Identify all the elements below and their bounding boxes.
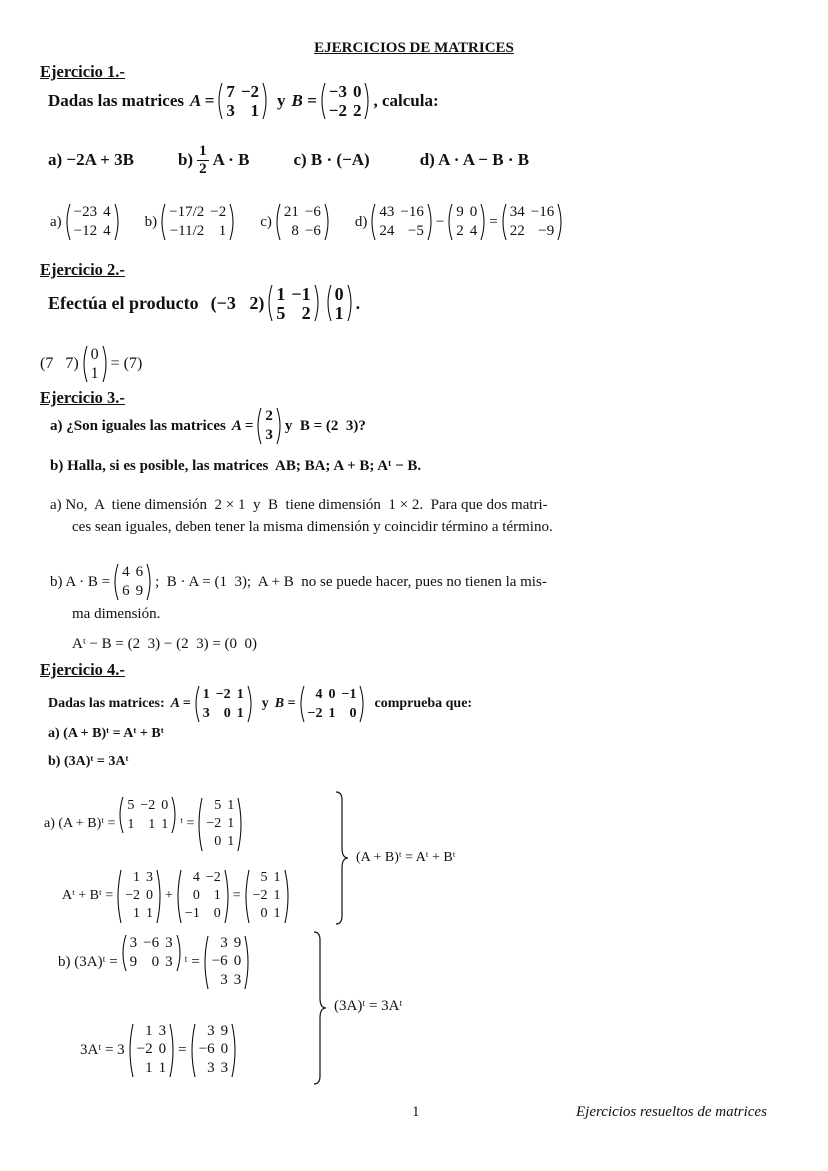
matrix-cell: 1 bbox=[328, 705, 336, 721]
paren-left bbox=[64, 203, 71, 241]
matrix-cell: 1 bbox=[158, 1059, 167, 1076]
matrix-body bbox=[305, 685, 360, 723]
ej3-qa-pre: a) ¿Son iguales las matrices bbox=[50, 417, 226, 434]
matrix-body bbox=[507, 203, 557, 241]
ej1-answers bbox=[50, 200, 566, 244]
matrix-cell: −12 bbox=[73, 223, 98, 239]
matrix-cell: 9 bbox=[129, 954, 138, 970]
matrix-cell: 3 bbox=[146, 869, 154, 885]
paren-left bbox=[274, 203, 281, 241]
matrix-cell: −2 bbox=[307, 705, 323, 721]
ej4-a1-matrix-1 bbox=[117, 796, 178, 834]
ej3-rb-line2: ma dimensión. bbox=[72, 606, 161, 622]
matrix-cell: 0 bbox=[328, 686, 336, 702]
matrix-cell: 2 bbox=[352, 101, 362, 120]
matrix-cell: −2 bbox=[205, 869, 221, 885]
ej1-matrix-B bbox=[319, 82, 372, 120]
ej4-b2-pre: 3Aᵗ = 3 bbox=[80, 1041, 125, 1058]
ej3-qa-post: y B = (2 3)? bbox=[284, 417, 366, 434]
matrix-cell: 1 bbox=[218, 223, 227, 239]
matrix-cell: 2 bbox=[265, 408, 273, 424]
ej3-qa bbox=[50, 406, 366, 446]
ej1-B-label: B = bbox=[291, 91, 317, 110]
paren-left bbox=[243, 869, 250, 924]
paren-right bbox=[156, 869, 163, 924]
paren-right bbox=[557, 203, 564, 241]
ej2-ans-eq: = (7) bbox=[110, 355, 143, 372]
matrix-cell: 3 bbox=[226, 101, 235, 120]
matrix-cell: −6 bbox=[198, 1041, 215, 1058]
paren-left bbox=[189, 1023, 196, 1078]
paren-right bbox=[229, 203, 236, 241]
matrix-cell: −17/2 bbox=[169, 204, 205, 220]
footer-text: Ejercicios resueltos de matrices bbox=[576, 1104, 767, 1120]
matrix-cell: 4 bbox=[103, 204, 111, 220]
matrix-cell: 0 bbox=[214, 834, 222, 850]
paren-right bbox=[324, 203, 331, 241]
matrix-body bbox=[223, 82, 262, 120]
ej4-a2-matrix-1 bbox=[115, 869, 163, 924]
ej3-ra-line2: ces sean iguales, deben tener la misma dimensión y coincidir término a término. bbox=[72, 519, 553, 535]
ej4-a2-matrix-3 bbox=[243, 869, 291, 924]
ej1-calc: , calcula: bbox=[373, 91, 439, 110]
matrix-cell: 0 bbox=[90, 345, 99, 363]
matrix-cell: 3 bbox=[207, 1023, 215, 1040]
matrix-cell: 1 bbox=[146, 906, 154, 922]
matrix-cell: 3 bbox=[220, 971, 228, 988]
ej2-row: (−3 2) bbox=[210, 292, 265, 313]
ej1-ra-matrix bbox=[64, 203, 121, 241]
ej1-rd-eq: = bbox=[489, 213, 498, 230]
ej1-qd: d) A · A − B · B bbox=[419, 150, 530, 169]
paren-right bbox=[347, 284, 354, 322]
ej4-b1-matrix-1 bbox=[120, 934, 183, 972]
ej3-rb-line1 bbox=[50, 560, 547, 604]
ej2-statement bbox=[48, 280, 360, 326]
ej1-heading: Ejercicio 1.- bbox=[40, 62, 125, 81]
ej4-a2 bbox=[62, 866, 293, 926]
paren-right bbox=[247, 685, 254, 723]
page-number: 1 bbox=[412, 1104, 420, 1120]
matrix-cell: 7 bbox=[226, 82, 235, 101]
ej2-matrix bbox=[266, 284, 320, 322]
ej3-rb-matrix bbox=[112, 563, 153, 601]
paren-left bbox=[446, 203, 453, 241]
matrix-cell: −23 bbox=[73, 204, 98, 220]
ej4-b1 bbox=[58, 930, 253, 994]
ej3-qa-A-matrix bbox=[255, 407, 283, 445]
matrix-cell: 1 bbox=[236, 705, 244, 721]
matrix-cell: 0 bbox=[146, 887, 154, 903]
ej4-b1-pre: b) (3A)ᵗ = bbox=[58, 953, 118, 970]
ej1-rd-matrix-1 bbox=[369, 203, 433, 241]
ej2-q: Efectúa el producto bbox=[48, 292, 199, 313]
ej1-rb-label: b) bbox=[144, 213, 158, 230]
matrix-body bbox=[281, 203, 324, 241]
ej1-matrix-A bbox=[216, 82, 269, 120]
matrix-cell: −2 bbox=[140, 797, 156, 813]
matrix-cell: 1 bbox=[334, 302, 344, 323]
paren-left bbox=[193, 685, 200, 723]
ej4-b2 bbox=[80, 1018, 240, 1082]
matrix-cell: 0 bbox=[233, 953, 242, 970]
matrix-body bbox=[127, 934, 176, 972]
matrix-cell: 4 bbox=[103, 223, 111, 239]
matrix-cell: 3 bbox=[158, 1023, 167, 1040]
matrix-cell: 1 bbox=[161, 816, 169, 832]
matrix-cell: 3 bbox=[233, 971, 242, 988]
matrix-cell: −6 bbox=[304, 204, 321, 220]
paren-left bbox=[120, 934, 127, 972]
matrix-cell: −1 bbox=[291, 283, 311, 304]
matrix-body bbox=[326, 82, 365, 120]
paren-right bbox=[314, 284, 321, 322]
paren-left bbox=[127, 1023, 134, 1078]
paren-left bbox=[266, 284, 273, 322]
matrix-cell: −11/2 bbox=[169, 223, 205, 239]
ej4-a1-matrix-2 bbox=[196, 797, 244, 852]
frac-num: 1 bbox=[199, 143, 207, 159]
ej2-ans-row: (7 7) bbox=[40, 355, 79, 372]
ej1-qb-pre: b) bbox=[177, 150, 194, 169]
ej2-dot: . bbox=[355, 292, 361, 313]
ej1-questions bbox=[48, 140, 529, 180]
paren-left bbox=[196, 797, 203, 852]
matrix-cell: 0 bbox=[213, 906, 221, 922]
ej1-rd-minus: − bbox=[435, 213, 445, 230]
matrix-cell: 3 bbox=[220, 1059, 229, 1076]
ej4-a-brace bbox=[334, 790, 354, 926]
matrix-body bbox=[376, 203, 426, 241]
paren-left bbox=[319, 82, 326, 120]
paren-left bbox=[369, 203, 376, 241]
paren-left bbox=[175, 869, 182, 924]
ej1-rd-matrix-3 bbox=[500, 203, 564, 241]
ej3-rb-pre: b) A · B = bbox=[50, 573, 111, 590]
ej1-rc-matrix bbox=[274, 203, 331, 241]
matrix-cell: 1 bbox=[227, 797, 235, 813]
matrix-cell: 3 bbox=[265, 427, 273, 443]
ej4-a2-pre: Aᵗ + Bᵗ = bbox=[62, 888, 114, 903]
ej4-b1-matrix-2 bbox=[202, 935, 251, 990]
ej4-b2-matrix-1 bbox=[127, 1023, 176, 1078]
matrix-cell: 4 bbox=[315, 686, 323, 702]
ej4-statement bbox=[48, 684, 472, 724]
matrix-body bbox=[453, 203, 480, 241]
matrix-cell: −16 bbox=[530, 204, 555, 220]
matrix-body bbox=[200, 685, 247, 723]
matrix-cell: −1 bbox=[341, 686, 357, 702]
ej1-rd-matrix-2 bbox=[446, 203, 487, 241]
matrix-cell: 9 bbox=[456, 204, 464, 220]
ej4-heading: Ejercicio 4.- bbox=[40, 660, 125, 679]
ej2-column bbox=[325, 284, 354, 322]
matrix-cell: 8 bbox=[291, 223, 299, 239]
matrix-cell: 5 bbox=[260, 869, 268, 885]
ej1-ra-label: a) bbox=[50, 213, 62, 230]
matrix-cell: 0 bbox=[334, 283, 344, 304]
matrix-cell: 0 bbox=[161, 797, 169, 813]
matrix-cell: 0 bbox=[352, 82, 362, 101]
matrix-cell: 3 bbox=[202, 705, 210, 721]
paren-right bbox=[276, 407, 283, 445]
ej3-rb-post: ; B · A = (1 3); A + B no se puede hacer, pues no tienen la mis- bbox=[155, 573, 547, 590]
ej4-a1-t: ᵗ = bbox=[180, 816, 195, 831]
paren-left bbox=[500, 203, 507, 241]
ej1-A-label: A = bbox=[189, 91, 215, 110]
matrix-body bbox=[196, 1023, 231, 1078]
matrix-cell: 5 bbox=[276, 302, 286, 323]
paren-right bbox=[224, 869, 231, 924]
matrix-cell: 3 bbox=[165, 954, 173, 970]
ej1-and: y bbox=[277, 91, 286, 110]
ej3-qb: b) Halla, si es posible, las matrices AB; BA; A + B; Aᵗ − B. bbox=[50, 458, 422, 474]
matrix-cell: 0 bbox=[260, 906, 268, 922]
paren-right bbox=[176, 934, 183, 972]
matrix-cell: 3 bbox=[220, 935, 228, 952]
matrix-cell: −9 bbox=[538, 223, 555, 239]
matrix-cell: 1 bbox=[273, 887, 281, 903]
matrix-body bbox=[119, 563, 146, 601]
matrix-cell: 1 bbox=[148, 816, 156, 832]
ej1-qc: c) B · (−A) bbox=[293, 150, 370, 169]
matrix-cell: 9 bbox=[233, 935, 242, 952]
ej1-qb-post: A · B bbox=[212, 150, 250, 169]
ej1-rb-matrix bbox=[159, 203, 236, 241]
paren-left bbox=[159, 203, 166, 241]
matrix-body bbox=[124, 796, 171, 834]
ej4-matrix-B bbox=[298, 685, 367, 723]
matrix-body bbox=[273, 284, 313, 322]
matrix-cell: −6 bbox=[143, 935, 160, 951]
matrix-cell: 34 bbox=[509, 204, 525, 220]
paren-left bbox=[81, 345, 88, 383]
ej4-a1 bbox=[44, 792, 246, 856]
paren-right bbox=[237, 797, 244, 852]
ej1-intro: Dadas las matrices bbox=[48, 91, 184, 110]
matrix-cell: 1 bbox=[276, 283, 286, 304]
paren-right bbox=[284, 869, 291, 924]
paren-left bbox=[325, 284, 332, 322]
matrix-body bbox=[134, 1023, 169, 1078]
matrix-cell: 1 bbox=[213, 887, 221, 903]
matrix-cell: 6 bbox=[122, 583, 130, 599]
paren-left bbox=[216, 82, 223, 120]
matrix-body bbox=[122, 869, 156, 924]
matrix-cell: 21 bbox=[283, 204, 299, 220]
matrix-cell: 3 bbox=[165, 935, 173, 951]
matrix-cell: −6 bbox=[304, 223, 321, 239]
matrix-cell: 24 bbox=[379, 223, 395, 239]
matrix-cell: 0 bbox=[220, 1041, 229, 1058]
paren-right bbox=[480, 203, 487, 241]
matrix-cell: 1 bbox=[145, 1023, 153, 1040]
paren-right bbox=[262, 82, 269, 120]
ej1-rd-label: d) bbox=[354, 213, 368, 230]
matrix-cell: 2 bbox=[301, 302, 311, 323]
ej4-b-conclusion: (3A)ᵗ = 3Aᵗ bbox=[334, 998, 403, 1014]
matrix-body bbox=[182, 869, 224, 924]
matrix-cell: 4 bbox=[122, 564, 130, 580]
matrix-cell: −3 bbox=[328, 82, 347, 101]
matrix-cell: 6 bbox=[135, 564, 144, 580]
matrix-cell: −6 bbox=[211, 953, 228, 970]
matrix-cell: 9 bbox=[135, 583, 144, 599]
page-title: EJERCICIOS DE MATRICES bbox=[314, 40, 514, 56]
matrix-body bbox=[71, 203, 114, 241]
matrix-body bbox=[262, 407, 276, 445]
paren-right bbox=[102, 345, 109, 383]
matrix-cell: 0 bbox=[192, 887, 200, 903]
ej3-qa-A-label: A = bbox=[231, 417, 254, 434]
matrix-cell: 1 bbox=[236, 686, 244, 702]
matrix-cell: −1 bbox=[184, 906, 200, 922]
matrix-body bbox=[88, 345, 102, 383]
ej4-b2-eq: = bbox=[178, 1041, 187, 1058]
ej4-B-label: B = bbox=[274, 696, 296, 711]
ej3-ra-line1: a) No, A tiene dimensión 2 × 1 y B tiene dimensión 1 × 2. Para que dos matri- bbox=[50, 497, 548, 513]
matrix-cell: −2 bbox=[125, 887, 141, 903]
matrix-cell: 43 bbox=[379, 204, 395, 220]
ej4-a1-pre: a) (A + B)ᵗ = bbox=[44, 816, 116, 831]
ej4-check: comprueba que: bbox=[374, 696, 473, 711]
matrix-cell: 0 bbox=[158, 1041, 167, 1058]
matrix-cell: 1 bbox=[227, 834, 235, 850]
matrix-cell: 4 bbox=[192, 869, 200, 885]
paren-left bbox=[202, 935, 209, 990]
matrix-cell: −16 bbox=[400, 204, 424, 220]
ej1-rc-label: c) bbox=[260, 213, 272, 230]
matrix-cell: 1 bbox=[127, 816, 135, 832]
matrix-body bbox=[166, 203, 229, 241]
ej4-qb: b) (3A)ᵗ = 3Aᵗ bbox=[48, 754, 129, 769]
ej4-b-brace bbox=[312, 930, 332, 1086]
matrix-cell: −5 bbox=[407, 223, 424, 239]
paren-left bbox=[117, 796, 124, 834]
matrix-body bbox=[209, 935, 244, 990]
matrix-body bbox=[203, 797, 237, 852]
matrix-cell: −2 bbox=[210, 204, 227, 220]
ej4-matrix-A bbox=[193, 685, 254, 723]
matrix-cell: 1 bbox=[273, 869, 281, 885]
matrix-cell: 1 bbox=[90, 364, 99, 382]
matrix-cell: 0 bbox=[349, 705, 357, 721]
matrix-cell: 5 bbox=[214, 797, 222, 813]
matrix-cell: 1 bbox=[250, 101, 260, 120]
matrix-cell: −2 bbox=[136, 1041, 153, 1058]
matrix-cell: −2 bbox=[240, 82, 260, 101]
paren-right bbox=[146, 563, 153, 601]
paren-left bbox=[115, 869, 122, 924]
ej4-A-label: A = bbox=[170, 696, 191, 711]
paren-right bbox=[244, 935, 251, 990]
matrix-cell: 4 bbox=[469, 223, 478, 239]
ej4-b2-matrix-2 bbox=[189, 1023, 238, 1078]
matrix-cell: 1 bbox=[273, 906, 281, 922]
matrix-cell: 22 bbox=[509, 223, 525, 239]
ej2-answer bbox=[40, 342, 142, 386]
ej4-b1-t: ᵗ = bbox=[184, 953, 200, 970]
matrix-body bbox=[332, 284, 347, 322]
paren-right bbox=[427, 203, 434, 241]
matrix-cell: 1 bbox=[145, 1059, 153, 1076]
matrix-cell: 3 bbox=[207, 1059, 215, 1076]
matrix-cell: −2 bbox=[252, 887, 268, 903]
paren-left bbox=[112, 563, 119, 601]
paren-right bbox=[359, 685, 366, 723]
matrix-cell: 5 bbox=[127, 797, 135, 813]
ej4-a-conclusion: (A + B)ᵗ = Aᵗ + Bᵗ bbox=[356, 850, 456, 865]
matrix-cell: 1 bbox=[202, 686, 210, 702]
ej1-qb-fraction bbox=[197, 143, 209, 177]
matrix-cell: 2 bbox=[456, 223, 464, 239]
ej4-a2-plus: + bbox=[165, 888, 173, 903]
paren-left bbox=[255, 407, 262, 445]
matrix-cell: −2 bbox=[206, 815, 222, 831]
ej4-intro: Dadas las matrices: bbox=[48, 696, 165, 711]
paren-right bbox=[364, 82, 371, 120]
matrix-cell: −2 bbox=[328, 101, 347, 120]
paren-right bbox=[169, 1023, 176, 1078]
ej2-heading: Ejercicio 2.- bbox=[40, 260, 125, 279]
paren-right bbox=[171, 796, 178, 834]
matrix-cell: 3 bbox=[129, 935, 138, 951]
ej4-a2-matrix-2 bbox=[175, 869, 231, 924]
ej1-qa: a) −2A + 3B bbox=[48, 150, 134, 169]
matrix-cell: 1 bbox=[133, 869, 141, 885]
ej2-ans-column bbox=[81, 345, 109, 383]
ej3-heading: Ejercicio 3.- bbox=[40, 388, 125, 407]
ej4-a2-eq: = bbox=[232, 888, 241, 903]
matrix-body bbox=[250, 869, 284, 924]
paren-right bbox=[231, 1023, 238, 1078]
matrix-cell: 0 bbox=[469, 204, 478, 220]
paren-right bbox=[114, 203, 121, 241]
ej1-statement bbox=[48, 80, 439, 122]
frac-den: 2 bbox=[199, 160, 207, 177]
matrix-cell: 1 bbox=[227, 815, 235, 831]
matrix-cell: 1 bbox=[133, 906, 141, 922]
matrix-cell: 9 bbox=[220, 1023, 229, 1040]
ej4-and: y bbox=[261, 696, 269, 711]
paren-left bbox=[298, 685, 305, 723]
matrix-cell: 0 bbox=[223, 705, 231, 721]
ej4-qa: a) (A + B)ᵗ = Aᵗ + Bᵗ bbox=[48, 726, 164, 741]
matrix-cell: 0 bbox=[151, 954, 160, 970]
matrix-cell: −2 bbox=[215, 686, 231, 702]
ej3-rb-line3: Aᵗ − B = (2 3) − (2 3) = (0 0) bbox=[72, 636, 258, 652]
